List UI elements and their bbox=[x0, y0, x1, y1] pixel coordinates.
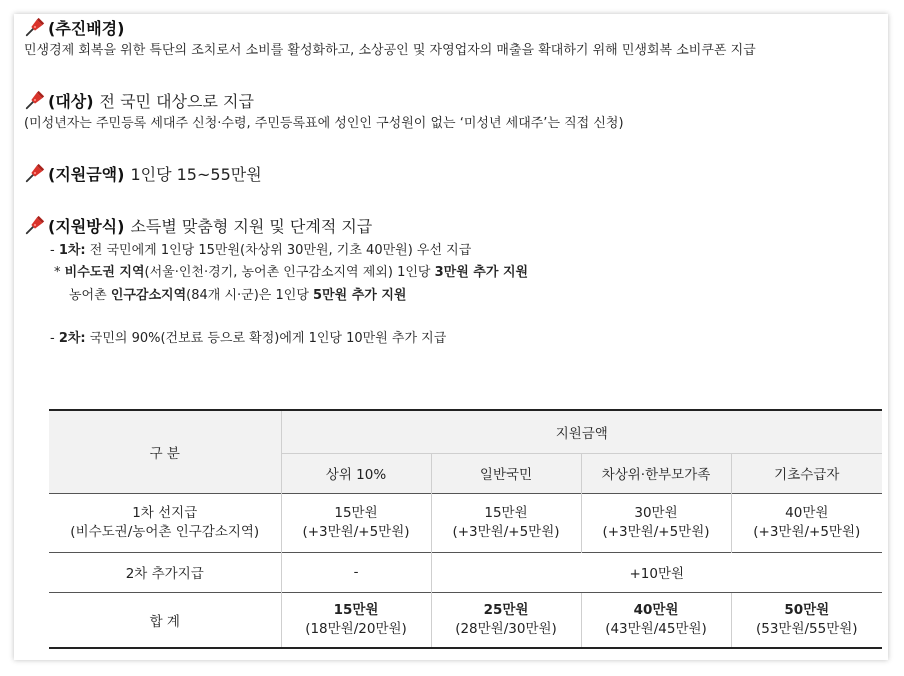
cell-sub: (+3만원/+5만원) bbox=[452, 523, 560, 540]
content-card bbox=[14, 14, 888, 660]
row-label: 2차 추가지급 bbox=[49, 552, 281, 592]
column-header: 상위 10% bbox=[281, 453, 431, 493]
cell-sub: (28만원/30만원) bbox=[455, 620, 557, 637]
second-payment-line bbox=[50, 330, 446, 348]
nonmetro-amount: 3만원 추가 지원 bbox=[434, 265, 529, 280]
rural-plain: 농어촌 bbox=[69, 288, 111, 303]
asterisk: * bbox=[54, 265, 65, 280]
table-cell: - bbox=[281, 552, 431, 592]
row-label-line1: 1차 선지급 bbox=[132, 504, 198, 521]
section-method bbox=[24, 214, 372, 236]
section-target bbox=[24, 89, 624, 133]
table-cell bbox=[281, 592, 431, 648]
category-header: 구 분 bbox=[49, 410, 281, 493]
rural-line bbox=[69, 287, 406, 305]
cell-sub: (43만원/45만원) bbox=[605, 620, 707, 637]
cell-sub: (18만원/20만원) bbox=[305, 620, 407, 637]
table-cell bbox=[581, 592, 731, 648]
table-cell bbox=[281, 493, 431, 552]
table-cell bbox=[581, 493, 731, 552]
cell-sub: (+3만원/+5만원) bbox=[302, 523, 410, 540]
table-row bbox=[49, 493, 882, 552]
column-header: 일반국민 bbox=[431, 453, 581, 493]
table-cell bbox=[431, 493, 581, 552]
pushpin-icon bbox=[24, 89, 46, 111]
cell-main: 30만원 bbox=[634, 504, 678, 521]
section-title: (지원방식) bbox=[48, 216, 125, 236]
nonmetro-paren: (서울·인천·경기, 농어촌 인구감소지역 제외) bbox=[144, 265, 393, 280]
section-title: (지원금액) bbox=[48, 164, 125, 184]
row-label: 합 계 bbox=[49, 592, 281, 648]
nonmetro-mid: 1인당 bbox=[392, 265, 435, 280]
nonmetro-line bbox=[54, 264, 528, 282]
support-amount-table bbox=[49, 409, 882, 649]
section-amount bbox=[24, 162, 262, 184]
first-text: 전 국민에게 1인당 15만원(차상위 30만원, 기초 40만원) 우선 지급 bbox=[85, 243, 472, 258]
first-payment-line bbox=[50, 242, 471, 260]
cell-main: 15만원 bbox=[334, 504, 378, 521]
row-label bbox=[49, 493, 281, 552]
cell-sub: (53만원/55만원) bbox=[755, 620, 858, 637]
table-row bbox=[49, 552, 882, 592]
rural-label: 인구감소지역 bbox=[110, 288, 187, 303]
column-header: 기초수급자 bbox=[731, 453, 882, 493]
section-title: (대상) bbox=[48, 91, 94, 111]
rural-paren: (84개 시·군) bbox=[186, 288, 259, 303]
bullet-dash: - bbox=[50, 243, 59, 258]
bullet-dash: - bbox=[50, 331, 59, 346]
rural-mid: 은 1인당 bbox=[258, 288, 314, 303]
cell-main: 40만원 bbox=[785, 504, 829, 521]
section-text: 1인당 15~55만원 bbox=[130, 164, 262, 184]
cell-main: 15만원 bbox=[484, 504, 528, 521]
section-text: 소득별 맞춤형 지원 및 단계적 지급 bbox=[130, 216, 373, 236]
pushpin-icon bbox=[24, 16, 46, 38]
pushpin-icon bbox=[24, 162, 46, 184]
section-text: 전 국민 대상으로 지급 bbox=[99, 91, 254, 111]
table-cell bbox=[731, 592, 882, 648]
section-subtext: 민생경제 회복을 위한 특단의 조치로서 소비를 활성화하고, 소상공인 및 자영업자의 매출을 확대하기 위해 민생회복 소비쿠폰 지급 bbox=[24, 43, 756, 58]
table-row bbox=[49, 592, 882, 648]
column-header: 차상위·한부모가족 bbox=[581, 453, 731, 493]
second-text: 국민의 90%(건보료 등으로 확정)에게 1인당 10만원 추가 지급 bbox=[85, 331, 447, 346]
second-label: 2차: bbox=[58, 331, 86, 346]
cell-sub: (+3만원/+5만원) bbox=[753, 523, 861, 540]
merged-cell: +10만원 bbox=[431, 552, 882, 592]
cell-main: 40만원 bbox=[633, 601, 679, 618]
section-subtext: (미성년자는 주민등록 세대주 신청·수령, 주민등록표에 성인인 구성원이 없는 ‘미성년 세대주’는 직접 신청) bbox=[24, 116, 624, 131]
cell-sub: (+3만원/+5만원) bbox=[602, 523, 710, 540]
cell-main: 25만원 bbox=[483, 601, 529, 618]
table-cell bbox=[731, 493, 882, 552]
section-background bbox=[24, 16, 756, 60]
row-label-line2: (비수도권/농어촌 인구감소지역) bbox=[70, 523, 260, 540]
pushpin-icon bbox=[24, 214, 46, 236]
group-header: 지원금액 bbox=[281, 410, 882, 453]
table-cell bbox=[431, 592, 581, 648]
nonmetro-label: 비수도권 지역 bbox=[64, 265, 145, 280]
section-title: (추진배경) bbox=[48, 18, 125, 38]
cell-main: 50만원 bbox=[784, 601, 830, 618]
cell-main: 15만원 bbox=[333, 601, 379, 618]
rural-amount: 5만원 추가 지원 bbox=[313, 288, 407, 303]
first-label: 1차: bbox=[58, 243, 86, 258]
